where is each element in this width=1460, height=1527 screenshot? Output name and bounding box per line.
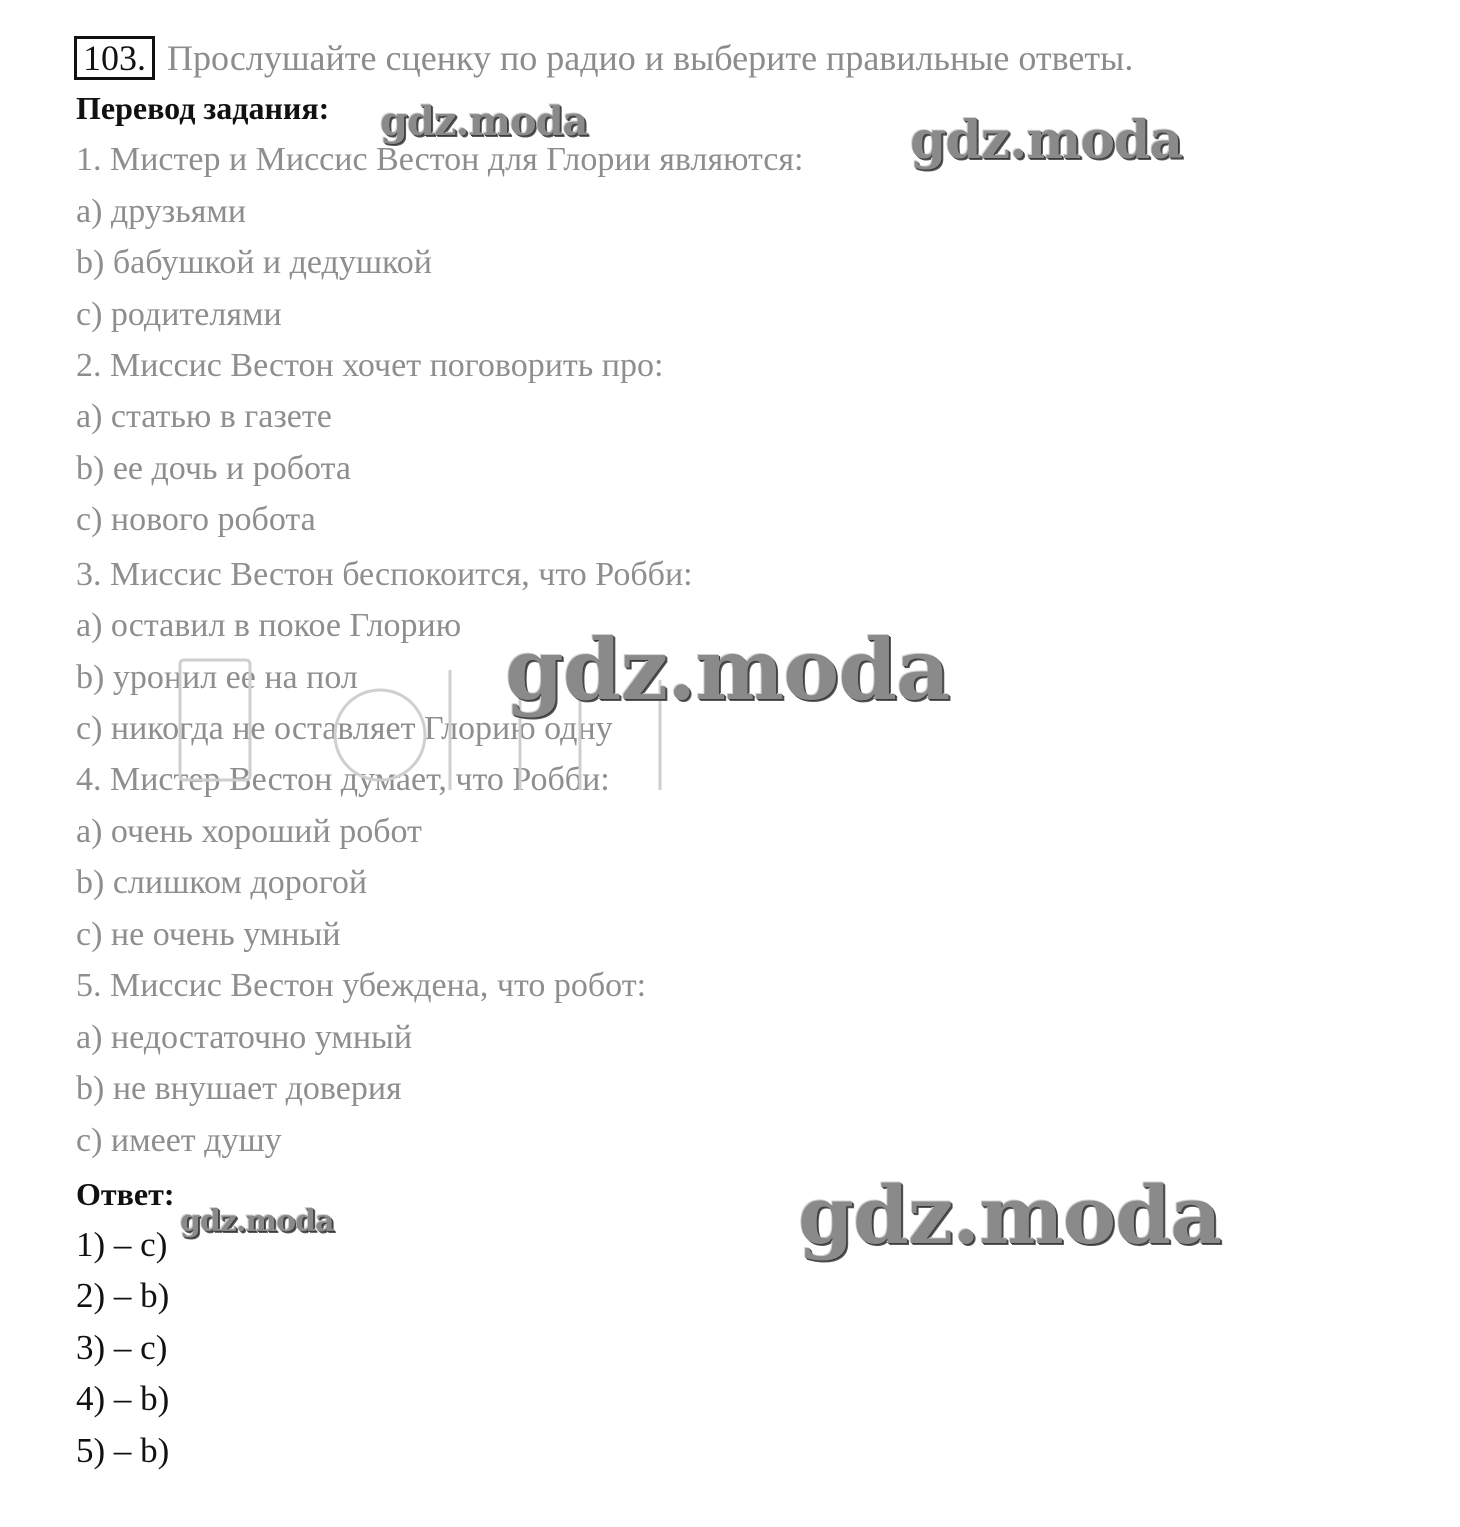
question-5-option-c: c) имеет душу (76, 1122, 282, 1159)
question-5-option-a: a) недостаточно умный (76, 1019, 413, 1056)
translation-heading: Перевод задания: (76, 90, 330, 126)
question-4-option-b: b) слишком дорогой (76, 864, 368, 901)
question-3-option-a: a) оставил в покое Глорию (76, 607, 462, 644)
task-number: 103. (74, 36, 155, 80)
question-2: 2. Миссис Вестон хочет поговорить про: (76, 347, 664, 384)
watermark: gdz.moda (180, 1204, 334, 1239)
answer-3: 3) – c) (76, 1328, 168, 1367)
answer-heading: Ответ: (76, 1176, 175, 1212)
question-1-option-a: a) друзьями (76, 193, 247, 230)
question-1-option-b: b) бабушкой и дедушкой (76, 244, 432, 281)
question-1: 1. Мистер и Миссис Вестон для Глории являются: (76, 141, 804, 178)
watermark: gdz.moda (910, 110, 1183, 171)
answer-1: 1) – c) (76, 1225, 168, 1264)
question-3-option-b: b) уронил ее на пол (76, 659, 358, 696)
task-header (74, 36, 1133, 80)
question-2-option-a: a) статью в газете (76, 398, 332, 435)
question-3-option-c: c) никогда не оставляет Глорию одну (76, 710, 613, 747)
answer-4: 4) – b) (76, 1379, 170, 1418)
question-3: 3. Миссис Вестон беспокоится, что Робби: (76, 556, 693, 593)
watermark: gdz.moda (798, 1168, 1221, 1262)
question-5-option-b: b) не внушает доверия (76, 1070, 402, 1107)
question-4: 4. Мистер Вестон думает, что Робби: (76, 761, 610, 798)
question-5: 5. Миссис Вестон убеждена, что робот: (76, 967, 647, 1004)
task-instruction: Прослушайте сценку по радио и выберите правильные ответы. (167, 38, 1134, 78)
answer-5: 5) – b) (76, 1431, 170, 1470)
question-2-option-b: b) ее дочь и робота (76, 450, 351, 487)
watermark: gdz.moda (380, 98, 588, 145)
answer-2: 2) – b) (76, 1276, 170, 1315)
question-4-option-c: c) не очень умный (76, 916, 341, 953)
question-2-option-c: c) нового робота (76, 501, 316, 538)
watermark: gdz.moda (505, 620, 950, 719)
question-1-option-c: c) родителями (76, 296, 282, 333)
question-4-option-a: a) очень хороший робот (76, 813, 422, 850)
